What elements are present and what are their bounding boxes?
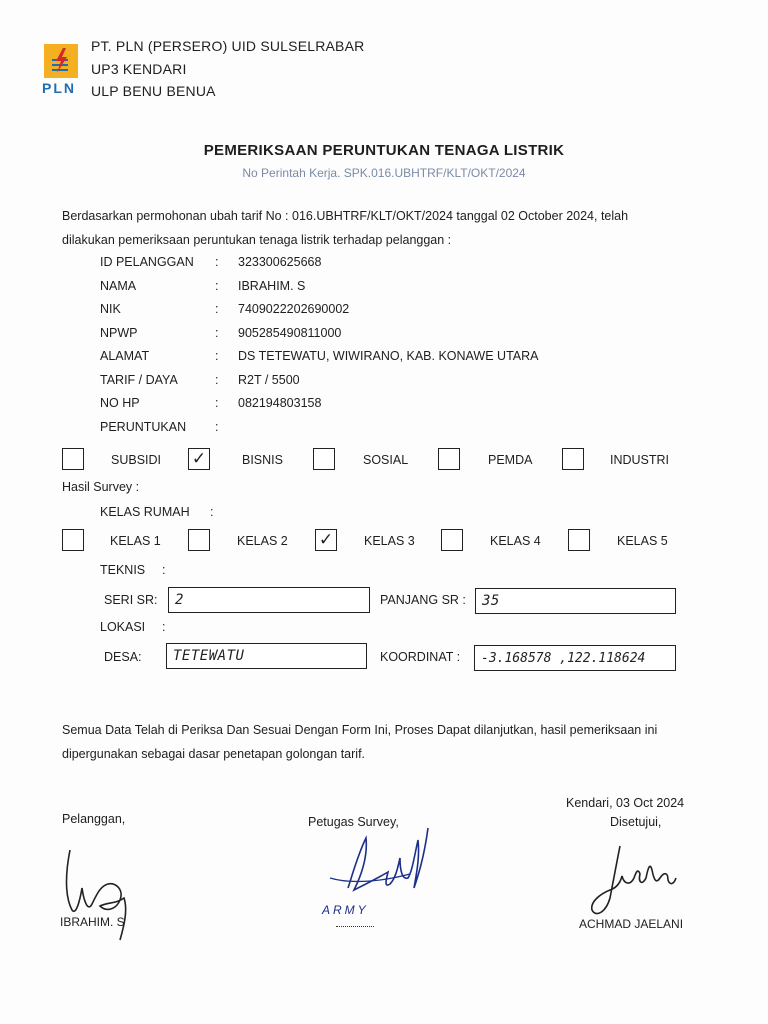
checkbox-kelas-1[interactable] <box>62 529 84 551</box>
kelas-options <box>62 529 742 555</box>
option-label: KELAS 5 <box>617 534 668 548</box>
customer-label: TARIF / DAYA <box>100 372 178 387</box>
customer-data <box>100 255 700 443</box>
colon: : <box>215 372 219 387</box>
option-label: INDUSTRI <box>610 453 670 467</box>
teknis-text: TEKNIS <box>100 563 146 577</box>
koordinat-field[interactable] <box>474 645 676 671</box>
colon: : <box>210 505 214 519</box>
seri-sr-field[interactable] <box>168 587 370 613</box>
kelas-rumah-label <box>100 505 213 519</box>
pln-logo-text: PLN <box>42 80 76 96</box>
customer-row <box>100 326 700 350</box>
approval-label: Disetujui, <box>610 815 662 829</box>
customer-label: NO HP <box>100 396 140 410</box>
customer-row <box>100 279 700 303</box>
lokasi-text: LOKASI <box>100 620 146 634</box>
surveyor-name: ARMY <box>322 903 369 917</box>
colon: : <box>215 419 219 434</box>
survey-heading: Hasil Survey : <box>62 480 140 494</box>
surveyor-role: Petugas Survey, <box>308 815 399 829</box>
koordinat-value: -3.168578 ,122.118624 <box>481 650 646 666</box>
intro-line-2: dilakukan pemeriksaan peruntukan tenaga listrik terhadap pelanggan : <box>62 233 452 247</box>
colon: : <box>215 325 219 340</box>
option-label: SOSIAL <box>363 453 409 467</box>
customer-row <box>100 420 700 444</box>
checkbox-kelas-4[interactable] <box>441 529 463 551</box>
approver-name: ACHMAD JAELANI <box>579 917 684 931</box>
desa-field[interactable] <box>166 643 367 669</box>
customer-label: PERUNTUKAN <box>100 419 187 434</box>
colon: : <box>215 396 219 410</box>
customer-row <box>100 302 700 326</box>
checkbox-bisnis[interactable] <box>188 448 210 470</box>
desa-label: DESA: <box>104 650 142 664</box>
customer-label: NIK <box>100 302 121 316</box>
checkbox-kelas-3[interactable] <box>315 529 337 551</box>
closing-paragraph <box>62 718 742 766</box>
option-label: KELAS 4 <box>490 534 541 548</box>
koordinat-label: KOORDINAT : <box>380 650 461 664</box>
customer-value: 323300625668 <box>238 255 322 269</box>
ulp-name: ULP BENU BENUA <box>91 83 216 99</box>
peruntukan-options <box>62 448 742 474</box>
lokasi-label <box>100 620 165 634</box>
desa-value: TETEWATU <box>173 648 245 664</box>
customer-value: DS TETEWATU, WIWIRANO, KAB. KONAWE UTARA <box>238 349 539 363</box>
checkbox-pemda[interactable] <box>438 448 460 470</box>
customer-value: 905285490811000 <box>238 325 342 340</box>
closing-line-1: Semua Data Telah di Periksa Dan Sesuai Dengan Form Ini, Proses Dapat dilanjutkan, hasil pemeriksaan ini <box>62 723 658 737</box>
option-label: KELAS 3 <box>364 534 415 548</box>
customer-value: 082194803158 <box>238 396 322 410</box>
customer-value: R2T / 5500 <box>238 372 300 387</box>
checkbox-industri[interactable] <box>562 448 584 470</box>
colon: : <box>162 620 166 634</box>
customer-role: Pelanggan, <box>62 812 126 826</box>
customer-value: IBRAHIM. S <box>238 278 306 293</box>
option-label: KELAS 1 <box>110 534 161 548</box>
option-label: BISNIS <box>242 453 283 467</box>
panjang-sr-value: 35 <box>482 593 500 609</box>
colon: : <box>215 302 219 316</box>
checkbox-kelas-5[interactable] <box>568 529 590 551</box>
option-label: PEMDA <box>488 453 533 467</box>
place-date: Kendari, 03 Oct 2024 <box>566 796 685 810</box>
document-title: PEMERIKSAAN PERUNTUKAN TENAGA LISTRIK <box>203 142 565 159</box>
intro-paragraph <box>62 204 742 252</box>
customer-row <box>100 373 700 397</box>
option-label: SUBSIDI <box>111 453 162 467</box>
customer-label: NAMA <box>100 278 137 293</box>
colon: : <box>215 349 219 363</box>
customer-name: IBRAHIM. S <box>60 915 125 929</box>
work-order-number: No Perintah Kerja. SPK.016.UBHTRF/KLT/OKT/2024 <box>242 166 526 180</box>
approver-signature <box>586 838 696 922</box>
customer-label: ALAMAT <box>100 349 150 363</box>
customer-label: NPWP <box>100 325 138 340</box>
customer-row <box>100 396 700 420</box>
company-name: PT. PLN (PERSERO) UID SULSELRABAR <box>91 38 365 54</box>
check-icon: ✓ <box>318 529 334 550</box>
option-label: KELAS 2 <box>237 534 288 548</box>
colon: : <box>215 255 219 269</box>
teknis-label <box>100 563 165 577</box>
colon: : <box>162 563 166 577</box>
surveyor-name-line <box>336 926 374 927</box>
seri-sr-label: SERI SR: <box>104 593 158 607</box>
check-icon: ✓ <box>191 448 207 469</box>
checkbox-kelas-2[interactable] <box>188 529 210 551</box>
kelas-rumah-text: KELAS RUMAH <box>100 505 190 519</box>
seri-sr-value: 2 <box>175 592 184 608</box>
panjang-sr-label: PANJANG SR : <box>380 593 466 607</box>
customer-row <box>100 349 700 373</box>
customer-signature <box>58 840 148 950</box>
customer-value: 7409022202690002 <box>238 302 350 316</box>
customer-row <box>100 255 700 279</box>
checkbox-sosial[interactable] <box>313 448 335 470</box>
unit-name: UP3 KENDARI <box>91 61 187 77</box>
panjang-sr-field[interactable] <box>475 588 676 614</box>
closing-line-2: dipergunakan sebagai dasar penetapan golongan tarif. <box>62 747 366 761</box>
customer-label: ID PELANGGAN <box>100 255 194 269</box>
colon: : <box>215 278 219 293</box>
checkbox-subsidi[interactable] <box>62 448 84 470</box>
intro-line-1: Berdasarkan permohonan ubah tarif No : 016.UBHTRF/KLT/OKT/2024 tanggal 02 October 2024, telah <box>62 209 629 223</box>
